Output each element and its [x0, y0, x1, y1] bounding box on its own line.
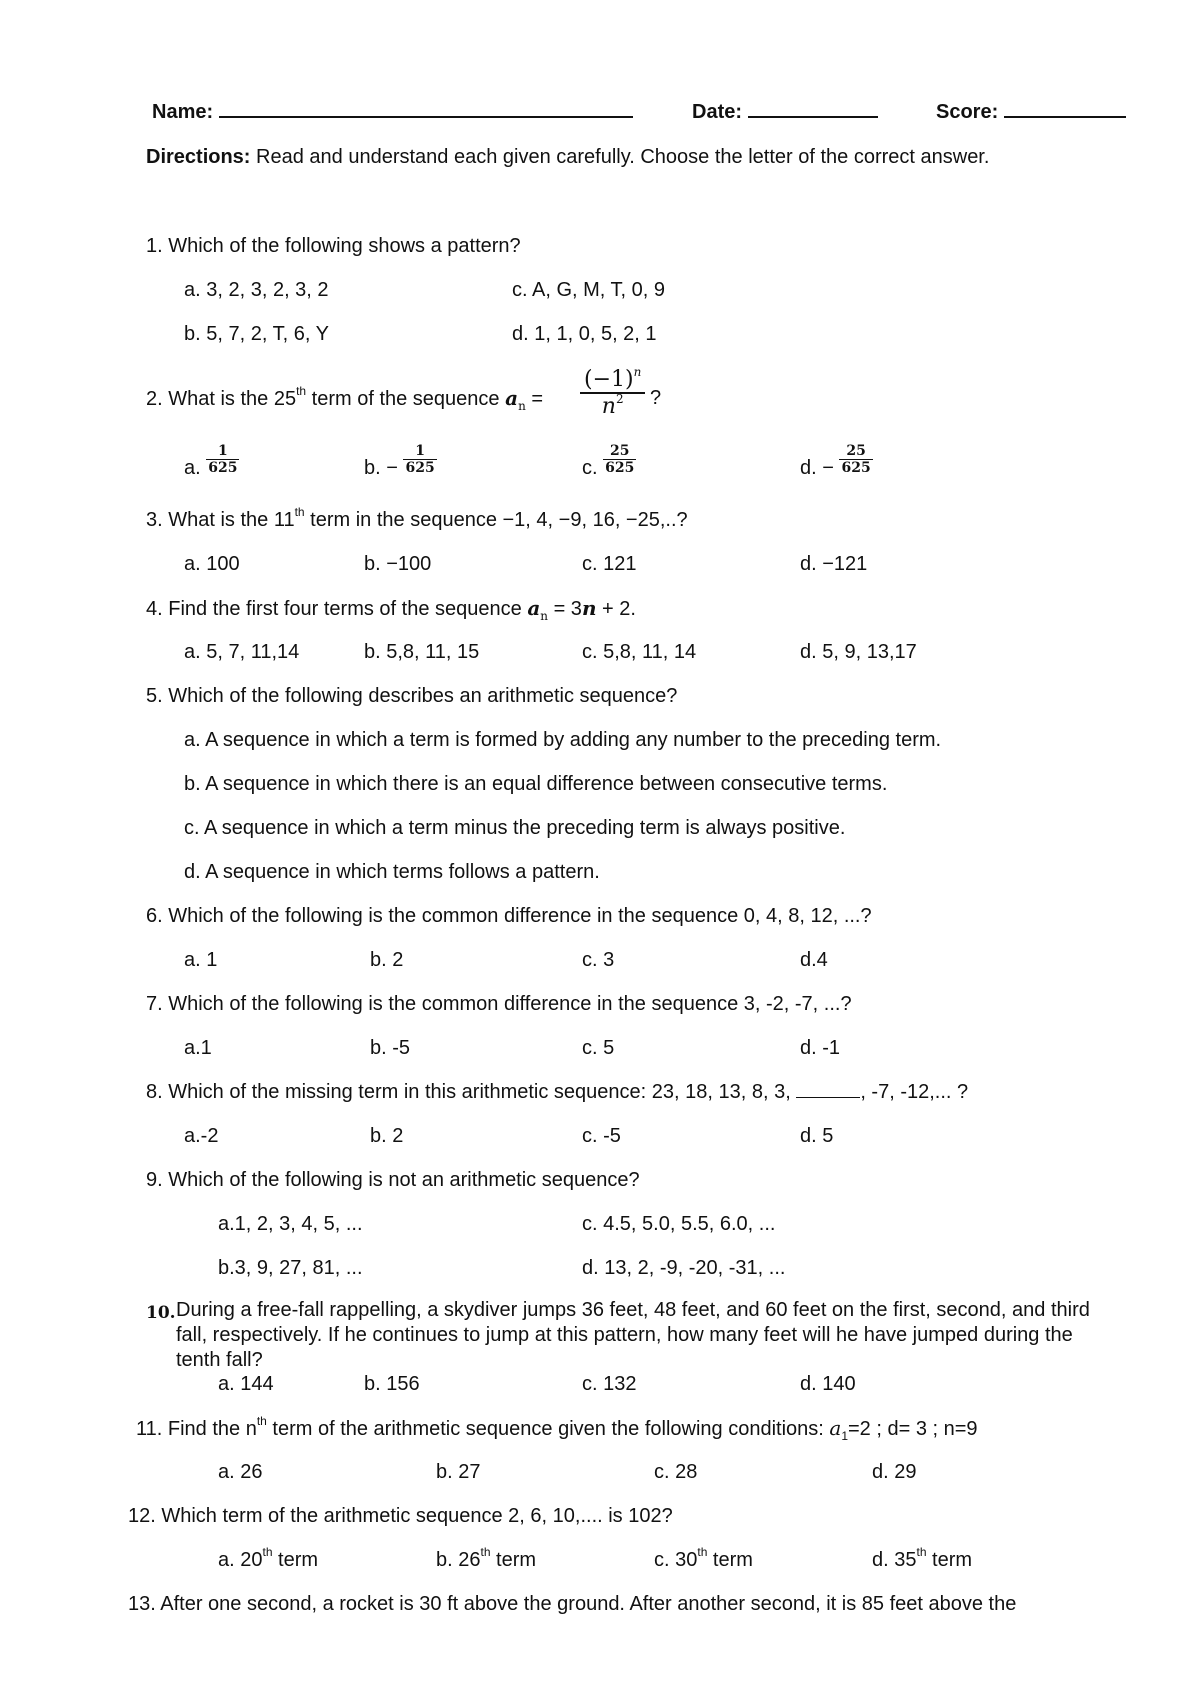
q1-option-c[interactable]: c. A, G, M, T, 0, 9 [512, 279, 666, 301]
question-1: 1. Which of the following shows a pattern? [146, 235, 521, 257]
q2-sub: n [518, 399, 526, 413]
q5-option-d[interactable]: d. A sequence in which terms follows a pattern. [184, 861, 600, 883]
q12-c-sup: th [697, 1545, 708, 1560]
q12-c-term: term [707, 1549, 753, 1571]
q11-option-d[interactable]: d. 29 [872, 1461, 917, 1483]
q2-formula-fraction [580, 364, 645, 420]
question-10: During a free-fall rappelling, a skydiver jumps 36 feet, 48 feet, and 60 feet on the first, second, and third fall, respectively. If he continues to jump at this pattern, how many feet will he have jumped during the tenth fall? [176, 1299, 1090, 1371]
q12-a-text: a. 20 [218, 1549, 263, 1571]
score-line [936, 100, 1126, 124]
q8-option-d[interactable]: d. 5 [800, 1125, 834, 1147]
q4-text-pre: 4. Find the first four terms of the sequence [146, 598, 528, 620]
q2-b-den: 625 [405, 460, 435, 477]
question-3 [146, 505, 688, 532]
q2-eq: = [525, 388, 544, 410]
q12-a-sup: th [262, 1545, 273, 1560]
question-8 [146, 1080, 968, 1104]
q7-option-d[interactable]: d. -1 [800, 1037, 841, 1059]
q10-option-d[interactable]: d. 140 [800, 1373, 856, 1395]
q1-option-a[interactable]: a. 3, 2, 3, 2, 3, 2 [184, 279, 329, 301]
q5-option-a[interactable]: a. A sequence in which a term is formed by adding any number to the preceding term. [184, 729, 942, 751]
q4-option-b[interactable]: b. 5,8, 11, 15 [364, 641, 480, 663]
q2-d-den: 625 [841, 460, 871, 477]
q2-option-d[interactable] [800, 443, 873, 480]
question-2 [146, 386, 543, 411]
q2-d-label: d. − [800, 457, 834, 479]
q8-text-post: , -7, -12,... ? [860, 1081, 969, 1103]
q2-b-label: b. − [364, 457, 398, 479]
q6-option-b[interactable]: b. 2 [370, 949, 404, 971]
q2-sup: th [296, 384, 307, 399]
q2-var: a [505, 386, 519, 410]
q8-option-b[interactable]: b. 2 [370, 1125, 404, 1147]
q2-option-c[interactable] [582, 443, 636, 480]
q2-option-b[interactable] [364, 443, 437, 480]
q9-option-b[interactable]: b.3, 9, 27, 81, ... [218, 1257, 363, 1279]
q3-option-d[interactable]: d. −121 [800, 553, 868, 575]
q7-option-b[interactable]: b. -5 [370, 1037, 411, 1059]
q8-text-pre: 8. Which of the missing term in this arithmetic sequence: 23, 18, 13, 8, 3, [146, 1081, 797, 1103]
q2-a-num: 1 [206, 443, 239, 460]
q2-a-den: 625 [208, 460, 238, 477]
name-line [152, 100, 633, 124]
q11-text-pre: 11. Find the n [136, 1418, 257, 1440]
q10-option-b[interactable]: b. 156 [364, 1373, 420, 1395]
q12-option-a[interactable] [218, 1545, 319, 1572]
question-6: 6. Which of the following is the common difference in the sequence 0, 4, 8, 12, ...? [146, 905, 872, 927]
q11-option-c[interactable]: c. 28 [654, 1461, 698, 1483]
q2-a-fraction [206, 443, 239, 476]
q5-option-b[interactable]: b. A sequence in which there is an equal difference between consecutive terms. [184, 773, 888, 795]
date-label: Date: [692, 101, 743, 123]
q4-sub: n [540, 609, 549, 623]
q11-text-post: =2 ; d= 3 ; n=9 [848, 1418, 978, 1440]
q2-c-num: 25 [603, 443, 636, 460]
q3-text-post: term in the sequence −1, 4, −9, 16, −25,..? [304, 509, 688, 531]
question-7: 7. Which of the following is the common difference in the sequence 3, -2, -7, ...? [146, 993, 852, 1015]
q9-option-c[interactable]: c. 4.5, 5.0, 5.5, 6.0, ... [582, 1213, 776, 1235]
q1-option-b[interactable]: b. 5, 7, 2, T, 6, Y [184, 323, 329, 345]
q3-text-pre: 3. What is the 11 [146, 509, 295, 531]
q12-a-term: term [272, 1549, 319, 1571]
q2-b-fraction [403, 443, 436, 476]
q2-text-pre: 2. What is the 25 [146, 388, 297, 410]
directions [146, 145, 989, 169]
q12-d-text: d. 35 [872, 1549, 917, 1571]
q12-option-d[interactable] [872, 1545, 973, 1572]
q11-var: a [829, 1416, 842, 1440]
q10-number: 10. [146, 1303, 176, 1323]
q2-c-label: c. [582, 457, 598, 479]
q6-option-d[interactable]: d.4 [800, 949, 828, 971]
q4-option-c[interactable]: c. 5,8, 11, 14 [582, 641, 697, 663]
q6-option-a[interactable]: a. 1 [184, 949, 218, 971]
q8-option-a[interactable]: a.-2 [184, 1125, 219, 1147]
q4-text-post: + 2. [596, 598, 636, 620]
q11-sub: 1 [841, 1429, 848, 1443]
q2-d-fraction [839, 443, 872, 476]
q2-b-num: 1 [403, 443, 436, 460]
q4-option-d[interactable]: d. 5, 9, 13,17 [800, 641, 917, 663]
q7-option-c[interactable]: c. 5 [582, 1037, 615, 1059]
score-label: Score: [936, 101, 999, 123]
q11-sup: th [256, 1414, 267, 1429]
question-9: 9. Which of the following is not an arithmetic sequence? [146, 1169, 640, 1191]
q1-option-d[interactable]: d. 1, 1, 0, 5, 2, 1 [512, 323, 657, 345]
q4-text-mid: = 3 [548, 598, 582, 620]
q11-text-mid: term of the arithmetic sequence given the following conditions: [266, 1418, 830, 1440]
directions-text: Read and understand each given carefully. Choose the letter of the correct answer. [250, 146, 990, 168]
q4-var: a [527, 596, 541, 620]
q12-d-sup: th [916, 1545, 927, 1560]
q11-option-a[interactable]: a. 26 [218, 1461, 263, 1483]
q12-b-term: term [490, 1549, 537, 1571]
q10-option-c[interactable]: c. 132 [582, 1373, 637, 1395]
q12-option-b[interactable] [436, 1545, 537, 1572]
question-12: 12. Which term of the arithmetic sequence 2, 6, 10,.... is 102? [128, 1505, 673, 1527]
q3-option-b[interactable]: b. −100 [364, 553, 432, 575]
q4-option-a[interactable]: a. 5, 7, 11,14 [184, 641, 300, 663]
date-line [692, 100, 878, 124]
q12-b-text: b. 26 [436, 1549, 481, 1571]
q8-answer-blank[interactable] [796, 1081, 860, 1098]
q2-d-num: 25 [839, 443, 872, 460]
q3-option-c[interactable]: c. 121 [582, 553, 637, 575]
q2-text-mid: term of the sequence [306, 388, 506, 410]
q9-option-d[interactable]: d. 13, 2, -9, -20, -31, ... [582, 1257, 786, 1279]
q2-question-mark: ? [650, 387, 662, 409]
q3-option-a[interactable]: a. 100 [184, 553, 240, 575]
date-blank[interactable] [748, 100, 878, 118]
score-blank[interactable] [1004, 100, 1126, 118]
q12-c-text: c. 30 [654, 1549, 698, 1571]
question-4 [146, 596, 636, 621]
name-label: Name: [152, 101, 214, 123]
q11-option-b[interactable]: b. 27 [436, 1461, 481, 1483]
q12-b-sup: th [480, 1545, 491, 1560]
q2-c-fraction [603, 443, 636, 476]
q2-frac-num: (−1) [584, 367, 634, 392]
q6-option-c[interactable]: c. 3 [582, 949, 615, 971]
q12-d-term: term [926, 1549, 973, 1571]
question-13: 13. After one second, a rocket is 30 ft above the ground. After another second, it is 85 feet above the [128, 1593, 1017, 1615]
q3-sup: th [294, 505, 305, 520]
q9-option-a[interactable]: a.1, 2, 3, 4, 5, ... [218, 1213, 363, 1235]
q2-c-den: 625 [605, 460, 635, 477]
q2-option-a[interactable] [184, 443, 239, 480]
q2-frac-num-exp: n [633, 364, 642, 379]
q2-a-label: a. [184, 457, 201, 479]
q2-frac-den: n [601, 394, 616, 419]
question-11 [136, 1416, 978, 1441]
q5-option-c[interactable]: c. A sequence in which a term minus the preceding term is always positive. [184, 817, 846, 839]
q8-option-c[interactable]: c. -5 [582, 1125, 621, 1147]
q4-n: n [581, 596, 597, 620]
directions-label: Directions: [146, 146, 251, 168]
q10-option-a[interactable]: a. 144 [218, 1373, 274, 1395]
name-blank[interactable] [219, 100, 633, 118]
q7-option-a[interactable]: a.1 [184, 1037, 212, 1059]
question-5: 5. Which of the following describes an arithmetic sequence? [146, 685, 678, 707]
q12-option-c[interactable] [654, 1545, 753, 1572]
q2-frac-den-exp: 2 [615, 391, 624, 406]
